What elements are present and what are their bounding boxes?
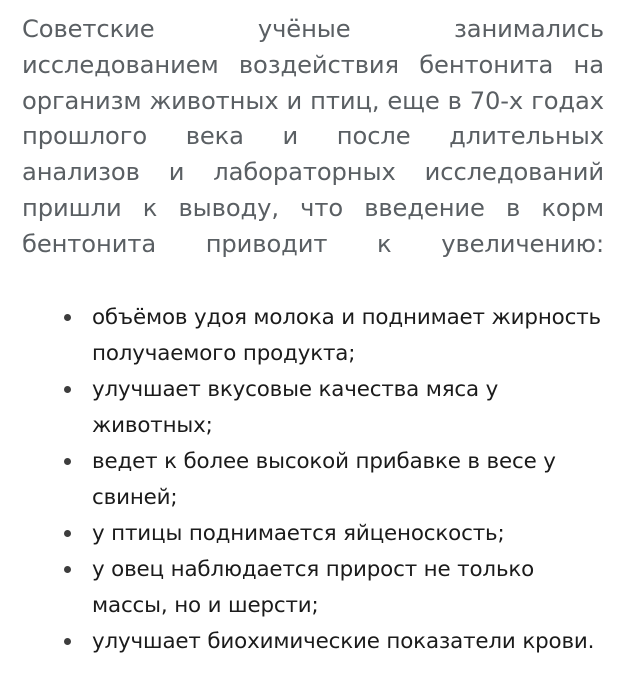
list-item-label: у овец наблюдается прирост не только массы, но и шерсти; <box>92 557 535 618</box>
list-item <box>0 516 626 552</box>
bullet-icon <box>64 566 71 573</box>
list-item <box>0 372 626 444</box>
bullet-icon <box>64 530 71 537</box>
list-item-label: ведет к более высокой прибавке в весе у свиней; <box>92 449 556 510</box>
bullet-icon <box>64 638 71 645</box>
list-item <box>0 300 626 372</box>
bullet-icon <box>64 314 71 321</box>
benefits-list <box>0 300 626 660</box>
bullet-icon <box>64 458 71 465</box>
bullet-icon <box>64 386 71 393</box>
intro-paragraph: Советские учёные занимались исследованием воздействия бентонита на организм животных и птиц, еще в 70-х годах прошлого века и после длительных анализов и лабораторных исследований пришли к выводу, что введение в корм бентонита приводит к увеличению: <box>22 15 604 258</box>
list-item <box>0 444 626 516</box>
list-item <box>0 624 626 660</box>
list-item <box>0 552 626 624</box>
list-item-label: объёмов удоя молока и поднимает жирность получаемого продукта; <box>92 305 601 366</box>
list-item-label: улучшает биохимические показатели крови. <box>92 629 595 654</box>
list-item-label: улучшает вкусовые качества мяса у животных; <box>92 377 499 438</box>
list-item-label: у птицы поднимается яйценоскость; <box>92 521 505 546</box>
